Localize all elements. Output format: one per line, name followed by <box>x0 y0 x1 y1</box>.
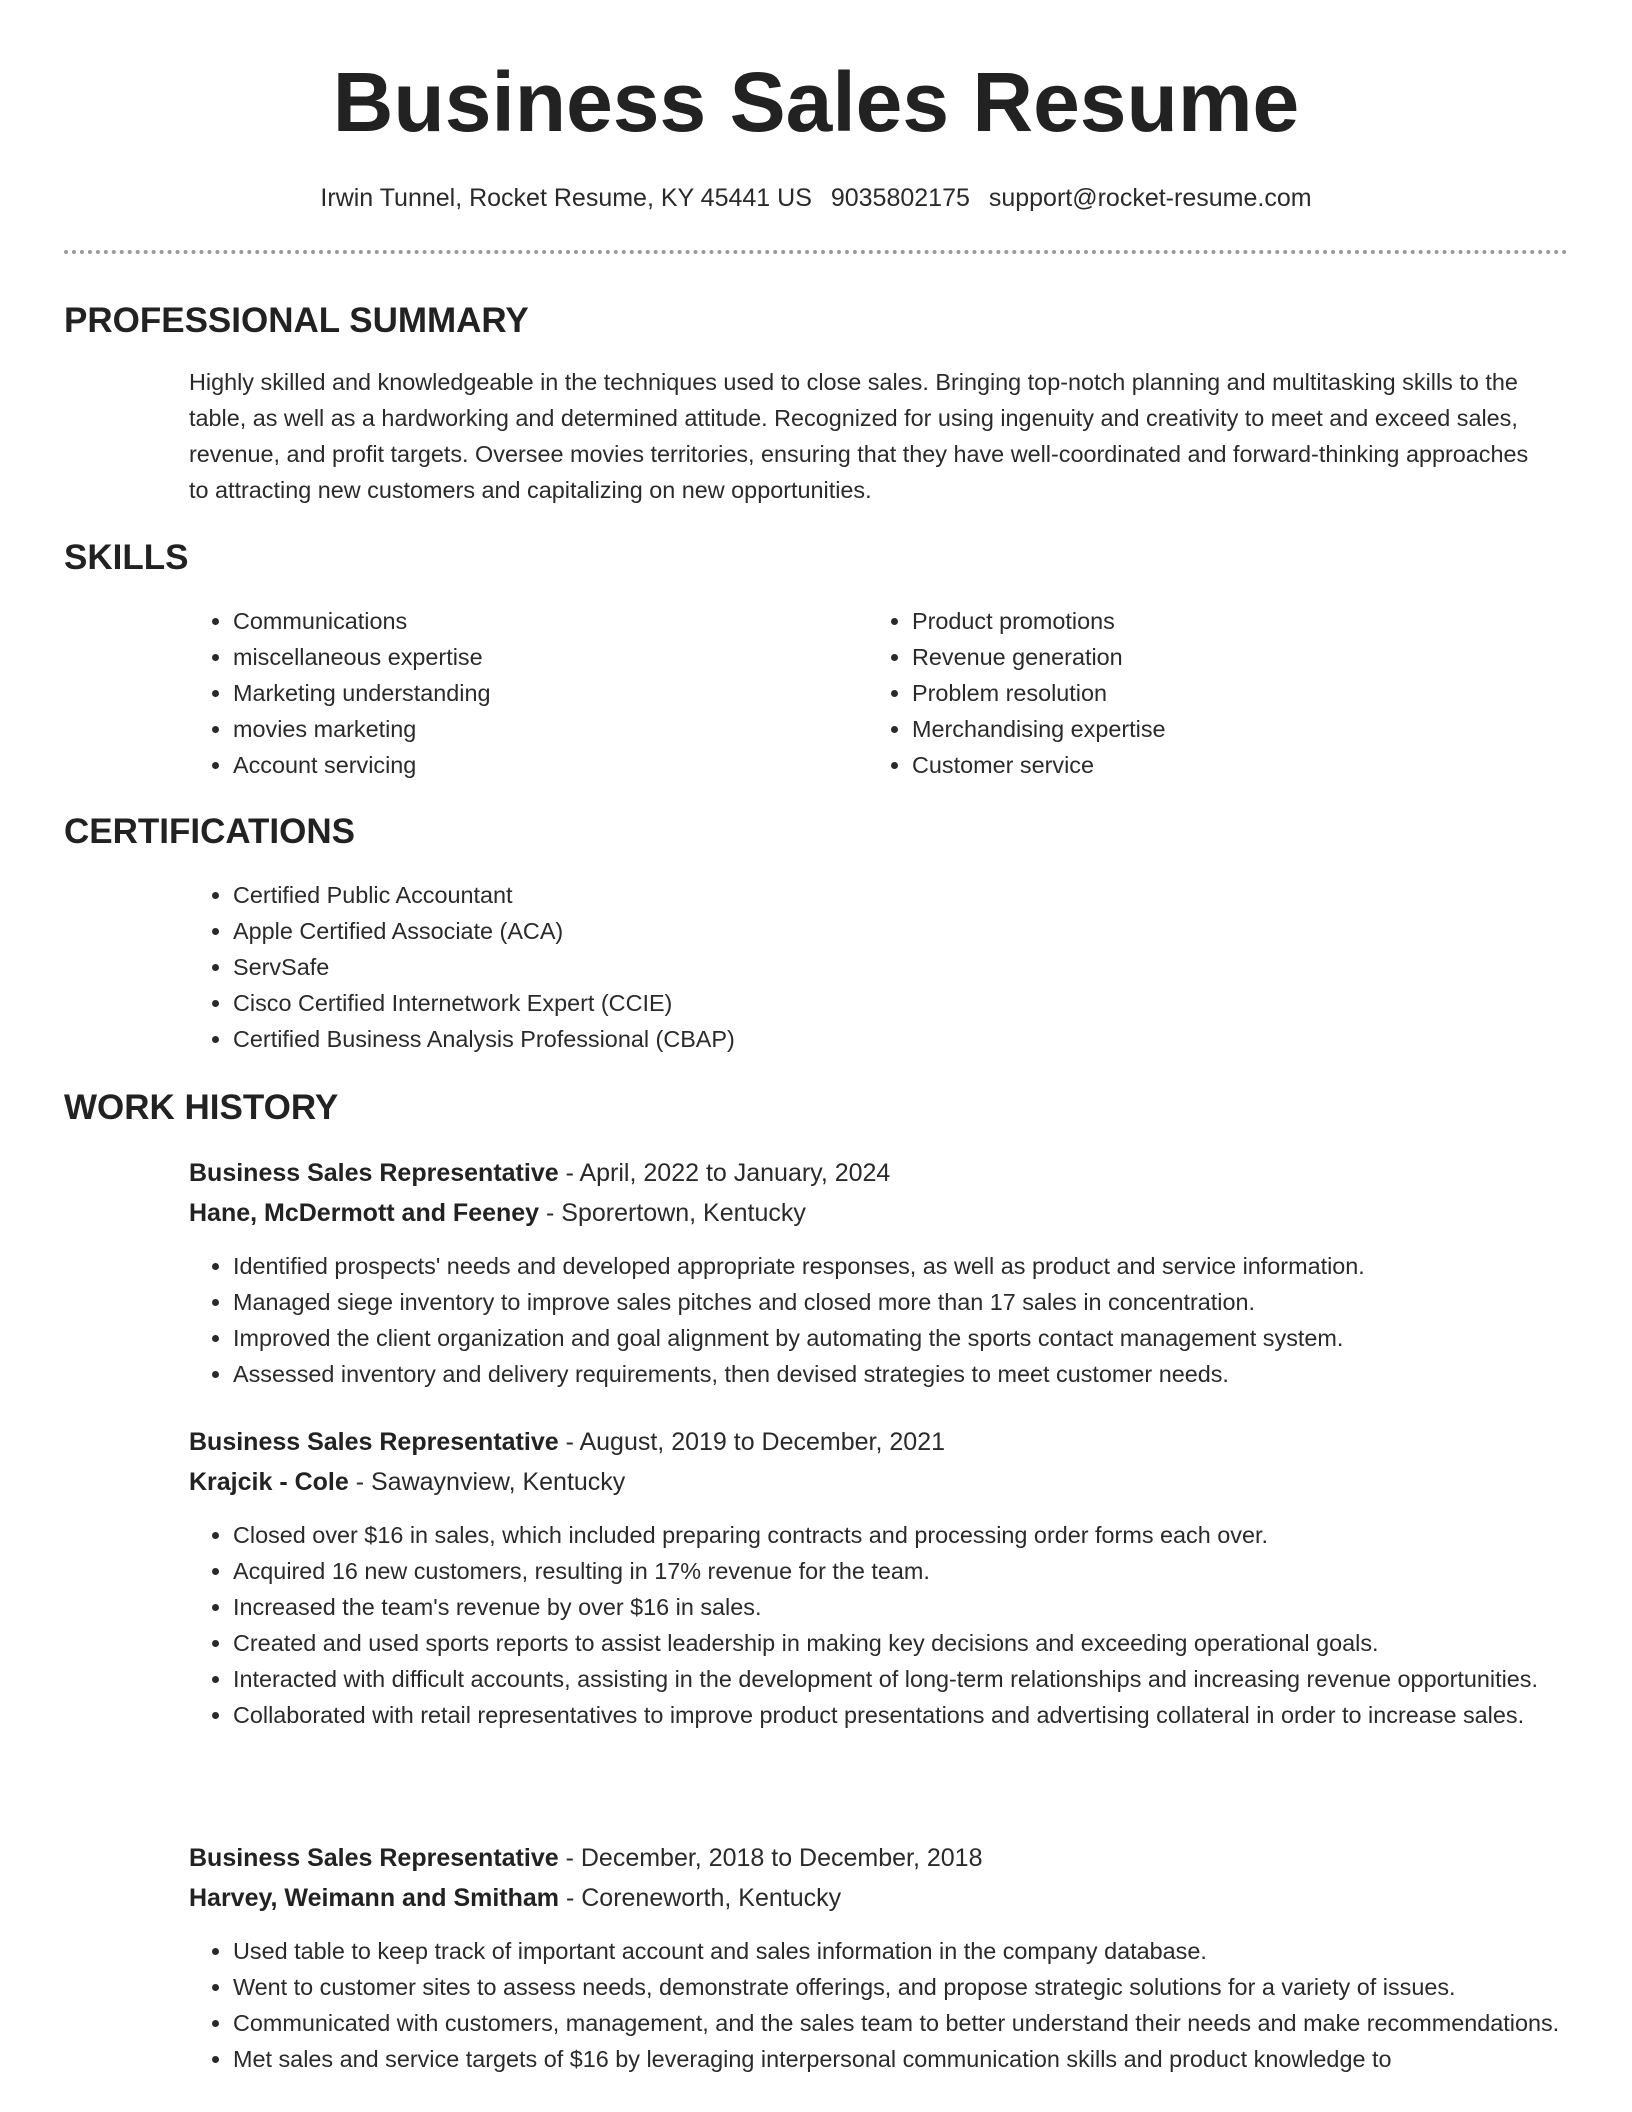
job-company: Hane, McDermott and Feeney <box>189 1199 540 1227</box>
contact-line <box>0 181 1632 215</box>
list-item: • Increased the team's revenue by over $16 in sales. <box>233 1589 1595 1625</box>
list-item: • Revenue generation <box>912 639 1532 675</box>
list-item: • Communications <box>233 603 853 639</box>
list-item: • movies marketing <box>233 711 853 747</box>
skills-list-left <box>189 603 853 783</box>
list-item: • Merchandising expertise <box>912 711 1532 747</box>
list-item: • Collaborated with retail representatives to improve product presentations and advertising collateral in order to increase sales. <box>233 1697 1595 1733</box>
list-item: • Certified Business Analysis Professional (CBAP) <box>233 1021 1533 1057</box>
list-item: • Customer service <box>912 747 1532 783</box>
job-title-line <box>189 1422 945 1462</box>
list-item: • Apple Certified Associate (ACA) <box>233 913 1533 949</box>
job-bullets <box>189 1248 1595 1392</box>
list-item: • Product promotions <box>912 603 1532 639</box>
job-bullets <box>189 1933 1595 2077</box>
section-title-summary: PROFESSIONAL SUMMARY <box>64 301 529 340</box>
list-item: • Met sales and service targets of $16 by leveraging interpersonal communication skills and product knowledge to <box>233 2041 1595 2077</box>
summary-text: Highly skilled and knowledgeable in the techniques used to close sales. Bringing top-notch planning and multitasking skills to the table, as well as a hardworking and determined attitude. Recognized for using ingenuity and creativity to meet and exceed sales, revenue, and profit targets. Oversee movies territories, ensuring that they have well-coordinated and forward-thinking approaches to attracting new customers and capitalizing on new opportunities. <box>189 369 1529 503</box>
resume-title: Business Sales Resume <box>332 55 1300 149</box>
job-company-line <box>189 1193 806 1233</box>
list-item: • Certified Public Accountant <box>233 877 1533 913</box>
list-item: • Communicated with customers, management, and the sales team to better understand their needs and make recommendations. <box>233 2005 1595 2041</box>
list-item: • Marketing understanding <box>233 675 853 711</box>
list-item: • Account servicing <box>233 747 853 783</box>
job-location: - Sporertown, Kentucky <box>539 1199 806 1227</box>
list-item: • ServSafe <box>233 949 1533 985</box>
list-item: • Problem resolution <box>912 675 1532 711</box>
list-item: • Went to customer sites to assess needs, demonstrate offerings, and propose strategic solutions for a variety of issues. <box>233 1969 1595 2005</box>
list-item: • Used table to keep track of important account and sales information in the company database. <box>233 1933 1595 1969</box>
skills-list-right <box>868 603 1532 783</box>
section-title-skills: SKILLS <box>64 538 189 577</box>
job-role: Business Sales Representative <box>189 1428 559 1456</box>
list-item: • Closed over $16 in sales, which included preparing contracts and processing order forms each over. <box>233 1517 1595 1553</box>
job-company: Krajcik - Cole <box>189 1468 349 1496</box>
list-item: • Acquired 16 new customers, resulting in 17% revenue for the team. <box>233 1553 1595 1589</box>
job-title-line <box>189 1153 890 1193</box>
contact-email: support@rocket-resume.com <box>988 184 1312 212</box>
section-title-certifications: CERTIFICATIONS <box>64 812 356 851</box>
list-item: • Improved the client organization and goal alignment by automating the sports contact management system. <box>233 1320 1595 1356</box>
job-dates: - April, 2022 to January, 2024 <box>558 1159 891 1187</box>
list-item: • Managed siege inventory to improve sales pitches and closed more than 17 sales in concentration. <box>233 1284 1595 1320</box>
job-bullets <box>189 1517 1595 1733</box>
job-title-line <box>189 1838 983 1878</box>
job-role: Business Sales Representative <box>189 1844 559 1872</box>
section-title-work-history: WORK HISTORY <box>64 1088 339 1127</box>
job-company-line <box>189 1462 625 1502</box>
job-company: Harvey, Weimann and Smitham <box>189 1884 560 1912</box>
job-location: - Coreneworth, Kentucky <box>559 1884 842 1912</box>
job-dates: - August, 2019 to December, 2021 <box>558 1428 946 1456</box>
contact-phone: 9035802175 <box>830 184 970 212</box>
list-item: • miscellaneous expertise <box>233 639 853 675</box>
list-item: • Created and used sports reports to assist leadership in making key decisions and exceeding operational goals. <box>233 1625 1595 1661</box>
job-company-line <box>189 1878 841 1918</box>
list-item: • Assessed inventory and delivery requirements, then devised strategies to meet customer needs. <box>233 1356 1595 1392</box>
job-role: Business Sales Representative <box>189 1159 559 1187</box>
certifications-list <box>189 877 1533 1057</box>
list-item: • Interacted with difficult accounts, assisting in the development of long-term relationships and increasing revenue opportunities. <box>233 1661 1595 1697</box>
contact-address: Irwin Tunnel, Rocket Resume, KY 45441 US <box>320 184 812 212</box>
job-dates: - December, 2018 to December, 2018 <box>558 1844 983 1872</box>
header-divider <box>64 250 1568 254</box>
list-item: • Identified prospects' needs and developed appropriate responses, as well as product and service information. <box>233 1248 1595 1284</box>
list-item: • Cisco Certified Internetwork Expert (CCIE) <box>233 985 1533 1021</box>
job-location: - Sawaynview, Kentucky <box>348 1468 626 1496</box>
